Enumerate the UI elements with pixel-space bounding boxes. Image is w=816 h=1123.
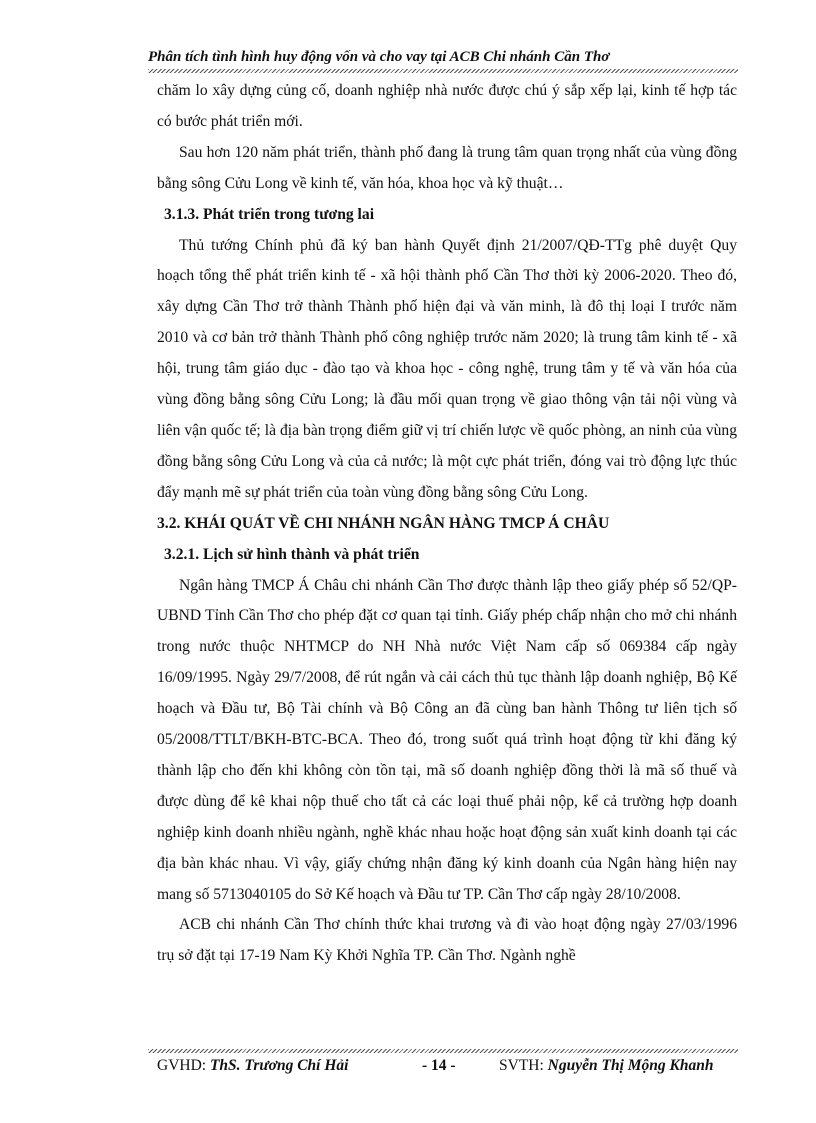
section-heading-3-1-3: 3.1.3. Phát triển trong tương lai <box>164 205 375 223</box>
header-rule <box>148 69 738 73</box>
paragraph: Sau hơn 120 năm phát triển, thành phố đang là trung tâm quan trọng nhất của vùng đồng bằng sông Cửu Long về kinh tế, văn hóa, khoa học và kỹ thuật… <box>157 143 737 192</box>
advisor <box>157 1056 348 1076</box>
student-label: SVTH: <box>499 1057 548 1074</box>
page-number: - 14 - <box>422 1057 456 1074</box>
paragraph: Ngân hàng TMCP Á Châu chi nhánh Cần Thơ được thành lập theo giấy phép số 52/QP-UBND Tỉnh Cần Thơ cho phép đặt cơ quan tại tỉnh. Giấy phép chấp nhận cho mở chi nhánh trong nước thuộc NHTMCP do NH Nhà nước Việt Nam cấp số 069384 cấp ngày 16/09/1995. Ngày 29/7/2008, để rút ngắn và cải cách thủ tục thành lập doanh nghiệp, Bộ Kế hoạch và Đầu tư, Bộ Tài chính và Bộ Công an đã cùng ban hành Thông tư liên tịch số 05/2008/TTLT/BKH-BTC-BCA. Theo đó, trong suốt quá trình hoạt động từ khi đăng ký thành lập cho đến khi không còn tồn tại, mã số doanh nghiệp đồng thời là mã số thuế và được dùng để kê khai nộp thuế cho tất cả các loại thuế phải nộp, kể cả trường hợp doanh nghiệp kinh doanh nhiều ngành, nghề khác nhau hoặc hoạt động sản xuất kinh doanh tại các địa bàn khác nhau. Vì vậy, giấy chứng nhận đăng ký kinh doanh của Ngân hàng hiện nay mang số 5713040105 do Sở Kế hoạch và Đầu tư TP. Cần Thơ cấp ngày 28/10/2008. <box>157 576 737 903</box>
section-heading-3-2: 3.2. KHÁI QUÁT VỀ CHI NHÁNH NGÂN HÀNG TMCP Á CHÂU <box>157 514 610 532</box>
footer-rule <box>148 1049 738 1053</box>
page-footer <box>157 1056 737 1076</box>
running-header: Phân tích tình hình huy động vốn và cho vay tại ACB Chi nhánh Cần Thơ <box>148 49 610 65</box>
paragraph: Thủ tướng Chính phủ đã ký ban hành Quyết định 21/2007/QĐ-TTg phê duyệt Quy hoạch tổng thể phát triển kinh tế - xã hội thành phố Cần Thơ thời kỳ 2006-2020. Theo đó, xây dựng Cần Thơ trở thành Thành phố hiện đại và văn minh, là đô thị loại I trước năm 2010 và cơ bản trở thành Thành phố công nghiệp trước năm 2020; là trung tâm kinh tế - xã hội, trung tâm giáo dục - đào tạo và khoa học - công nghệ, trung tâm y tế và văn hóa của vùng đồng bằng sông Cửu Long; là đầu mối quan trọng về giao thông vận tải nội vùng và liên vận quốc tế; là địa bàn trọng điểm giữ vị trí chiến lược về quốc phòng, an ninh của vùng đồng bằng sông Cửu Long và của cả nước; là một cực phát triển, đóng vai trò động lực thúc đẩy mạnh mẽ sự phát triển của toàn vùng đồng bằng sông Cửu Long. <box>157 236 737 501</box>
document-body <box>157 76 737 972</box>
student-name: Nguyễn Thị Mộng Khanh <box>547 1057 714 1074</box>
paragraph: ACB chi nhánh Cần Thơ chính thức khai trương và đi vào hoạt động ngày 27/03/1996 trụ sở đặt tại 17-19 Nam Kỳ Khởi Nghĩa TP. Cần Thơ. Ngành nghề <box>157 916 737 965</box>
student <box>499 1056 714 1076</box>
advisor-label: GVHD: <box>157 1057 210 1074</box>
paragraph-continuation: chăm lo xây dựng củng cố, doanh nghiệp nhà nước được chú ý sắp xếp lại, kinh tế hợp tác có bước phát triển mới. <box>157 82 737 130</box>
section-heading-3-2-1: 3.2.1. Lịch sử hình thành và phát triển <box>164 545 420 563</box>
advisor-name: ThS. Trương Chí Hải <box>209 1057 349 1074</box>
